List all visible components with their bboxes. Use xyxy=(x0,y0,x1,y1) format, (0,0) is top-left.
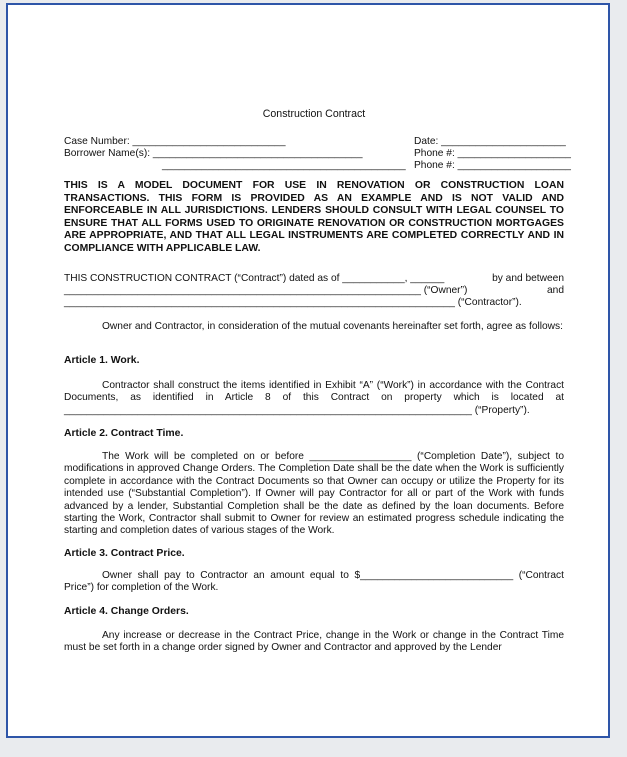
owner-contractor-paragraph: Owner and Contractor, in consideration of the mutual covenants hereinafter set forth, agree as follows: xyxy=(102,321,563,332)
disclaimer-paragraph: THIS IS A MODEL DOCUMENT FOR USE IN RENOVATION OR CONSTRUCTION LOAN TRANSACTIONS. THIS FORM IS PROVIDED AS AN EXAMPLE AND IS NOT VALID AND ENFORCEABLE IN ALL JURISDICTIONS. LENDERS SHOULD CONSULT WITH LEGAL COUNSEL TO ENSURE THAT ALL FORMS USED TO ORIGINATE RENOVATION OR CONSTRUCTION MORTGAGES ARE APPROPRIATE, AND THAT ALL LEGAL INSTRUMENTS ARE COMPLETED CORRECTLY AND IN COMPLIANCE WITH APPLICABLE LAW. xyxy=(64,180,564,254)
phone-field-2: Phone #: ____________________ xyxy=(414,160,571,171)
date-field: Date: ______________________ xyxy=(414,136,566,147)
document-page xyxy=(6,3,610,738)
intro-line-2-right: and xyxy=(547,285,564,296)
document-title: Construction Contract xyxy=(262,108,366,120)
intro-line-1-right: by and between xyxy=(492,273,564,284)
borrower-names-field: Borrower Name(s): _____________________________________ xyxy=(64,148,363,159)
intro-line-1 xyxy=(64,273,564,285)
intro-line-2-left: _______________________________________________________________ (“Owner”) xyxy=(64,285,468,296)
article-2-heading: Article 2. Contract Time. xyxy=(64,428,184,439)
article-1-heading: Article 1. Work. xyxy=(64,355,140,366)
article-2-text: The Work will be completed on or before __________________ (“Completion Date”), subject to modifications in approved Change Orders. The Completion Date shall be the date when the Work is sufficiently complete in accordance with the Contract Documents so that Owner can occupy or utilize the Property for its intended use (“Substantial Completion”). If Owner will pay Contractor for all or part of the Work with funds advanced by a lender, Substantial Completion shall be the date as defined by the loan documents. Before starting the Work, Contractor shall submit to Owner for review an estimated progress schedule indicating the starting and completion dates of various stages of the Work. xyxy=(64,451,564,537)
article-4-heading: Article 4. Change Orders. xyxy=(64,606,189,617)
phone-field-1: Phone #: ____________________ xyxy=(414,148,571,159)
case-number-field: Case Number: ___________________________ xyxy=(64,136,286,147)
article-3-heading: Article 3. Contract Price. xyxy=(64,548,185,559)
article-3-text: Owner shall pay to Contractor an amount equal to $___________________________ (“Contract Price”) for completion of the Work. xyxy=(64,570,564,594)
article-4-text: Any increase or decrease in the Contract Price, change in the Work or change in the Contract Time must be set forth in a change order signed by Owner and Contractor and approved by the Lender xyxy=(64,630,564,654)
intro-line-3: _____________________________________________________________________ (“Contractor”). xyxy=(64,297,522,308)
borrower-names-line-2: ___________________________________________ xyxy=(162,160,406,171)
article-1-text: Contractor shall construct the items identified in Exhibit “A” (“Work”) in accordance with the Contract Documents, as identified in Article 8 of this Contract on property which is located at ________________________________________________________________________ (“Property”). xyxy=(64,380,564,416)
intro-line-2 xyxy=(64,285,564,297)
intro-line-1-left: THIS CONSTRUCTION CONTRACT (“Contract”) dated as of ___________, ______ xyxy=(64,273,445,284)
